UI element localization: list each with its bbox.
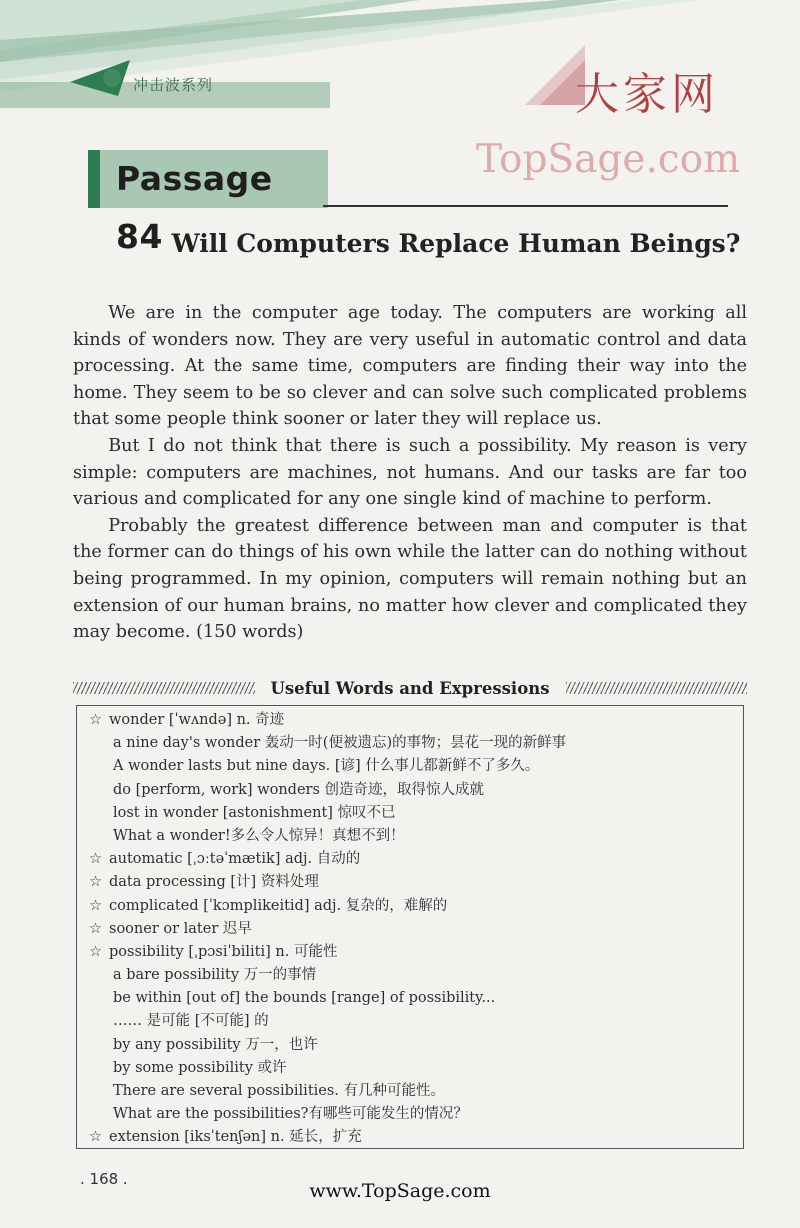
vocab-example: What are the possibilities?有哪些可能发生的情况？ [113, 1106, 468, 1123]
series-name: 冲击波系列 [133, 76, 214, 94]
vocab-example: by any possibility 万一，也许 [113, 1036, 318, 1053]
vocab-example: by some possibility 或许 [113, 1059, 287, 1076]
vocab-entry: ☆ possibility [ˌpɔsiˈbiliti] n. 可能性 [89, 941, 743, 964]
vocab-example: a bare possibility 万一的事情 [113, 967, 317, 984]
vocab-example: …… 是可能 [不可能] 的 [113, 1013, 269, 1030]
page-number: . 168 . [80, 1170, 128, 1188]
vocab-box [76, 705, 744, 1149]
vocab-example: be within [out of] the bounds [range] of possibility... [113, 990, 496, 1007]
vocab-header-title: Useful Words and Expressions [270, 678, 550, 698]
vocab-entry: ☆ automatic [ˌɔːtəˈmætik] adj. 自动的 [89, 848, 743, 871]
hatch-divider [73, 682, 255, 694]
vocab-example: A wonder lasts but nine days. [谚] 什么事儿都新鲜不了多久。 [113, 758, 540, 775]
vocab-header [73, 676, 747, 700]
vocab-example: lost in wonder [astonishment] 惊叹不已 [113, 804, 396, 821]
paragraph: Probably the greatest difference between man and computer is that the former can do things of his own while the latter can do nothing without being programmed. In my opinion, computers will remain nothing but an extension of our human brains, no matter how clever and complicated they may become. (150 words) [73, 515, 747, 643]
vocab-example: There are several possibilities. 有几种可能性。 [113, 1083, 446, 1099]
vocab-example: a nine day's wonder 轰动一时(便被遗忘)的事物；昙花一现的新鲜事 [113, 735, 567, 752]
vocab-entry: ☆ complicated [ˈkɔmplikeitid] adj. 复杂的，难解的 [89, 895, 743, 918]
star-icon: ☆ [89, 897, 102, 914]
vocab-entry: ☆ extension [iksˈtenʃən] n. 延长，扩充 [89, 1126, 743, 1149]
star-icon: ☆ [89, 874, 102, 891]
passage-title [0, 229, 800, 258]
watermark-logo-cn: 大家网 [575, 69, 719, 120]
paragraph: We are in the computer age today. The computers are working all kinds of wonders now. They are very useful in automatic control and data processing. At the same time, computers are finding their way into the home. They seem to be so clever and can solve such complicated problems that some people think sooner or later they will replace us. [73, 303, 747, 430]
vocab-example: do [perform, work] wonders 创造奇迹，取得惊人成就 [113, 781, 485, 798]
star-icon: ☆ [89, 1129, 102, 1146]
vocab-entry: ☆ wonder [ˈwʌndə] n. 奇迹 [89, 709, 743, 732]
passage-rule [323, 205, 728, 207]
watermark-logo-en: TopSage.com [476, 137, 741, 182]
star-icon: ☆ [89, 943, 102, 960]
star-icon: ☆ [89, 920, 102, 937]
vocab-entry: ☆ sooner or later 迟早 [89, 918, 743, 941]
star-icon: ☆ [89, 712, 102, 728]
vocab-entry: ☆ data processing [计] 资料处理 [89, 871, 743, 894]
passage-label: Passage 84 [88, 150, 328, 208]
footer-url: www.TopSage.com [309, 1180, 491, 1202]
hatch-divider [566, 682, 748, 694]
star-icon: ☆ [89, 851, 102, 868]
passage-title-text: Will Computers Replace Human Beings? [171, 229, 741, 258]
vocab-example: What a wonder!多么令人惊异！真想不到！ [113, 827, 405, 844]
paragraph: But I do not think that there is such a possibility. My reason is very simple: computers are machines, not humans. And our tasks are far too various and complicated for any one single kind of machine to perform. [73, 435, 747, 510]
passage-body [73, 300, 747, 646]
